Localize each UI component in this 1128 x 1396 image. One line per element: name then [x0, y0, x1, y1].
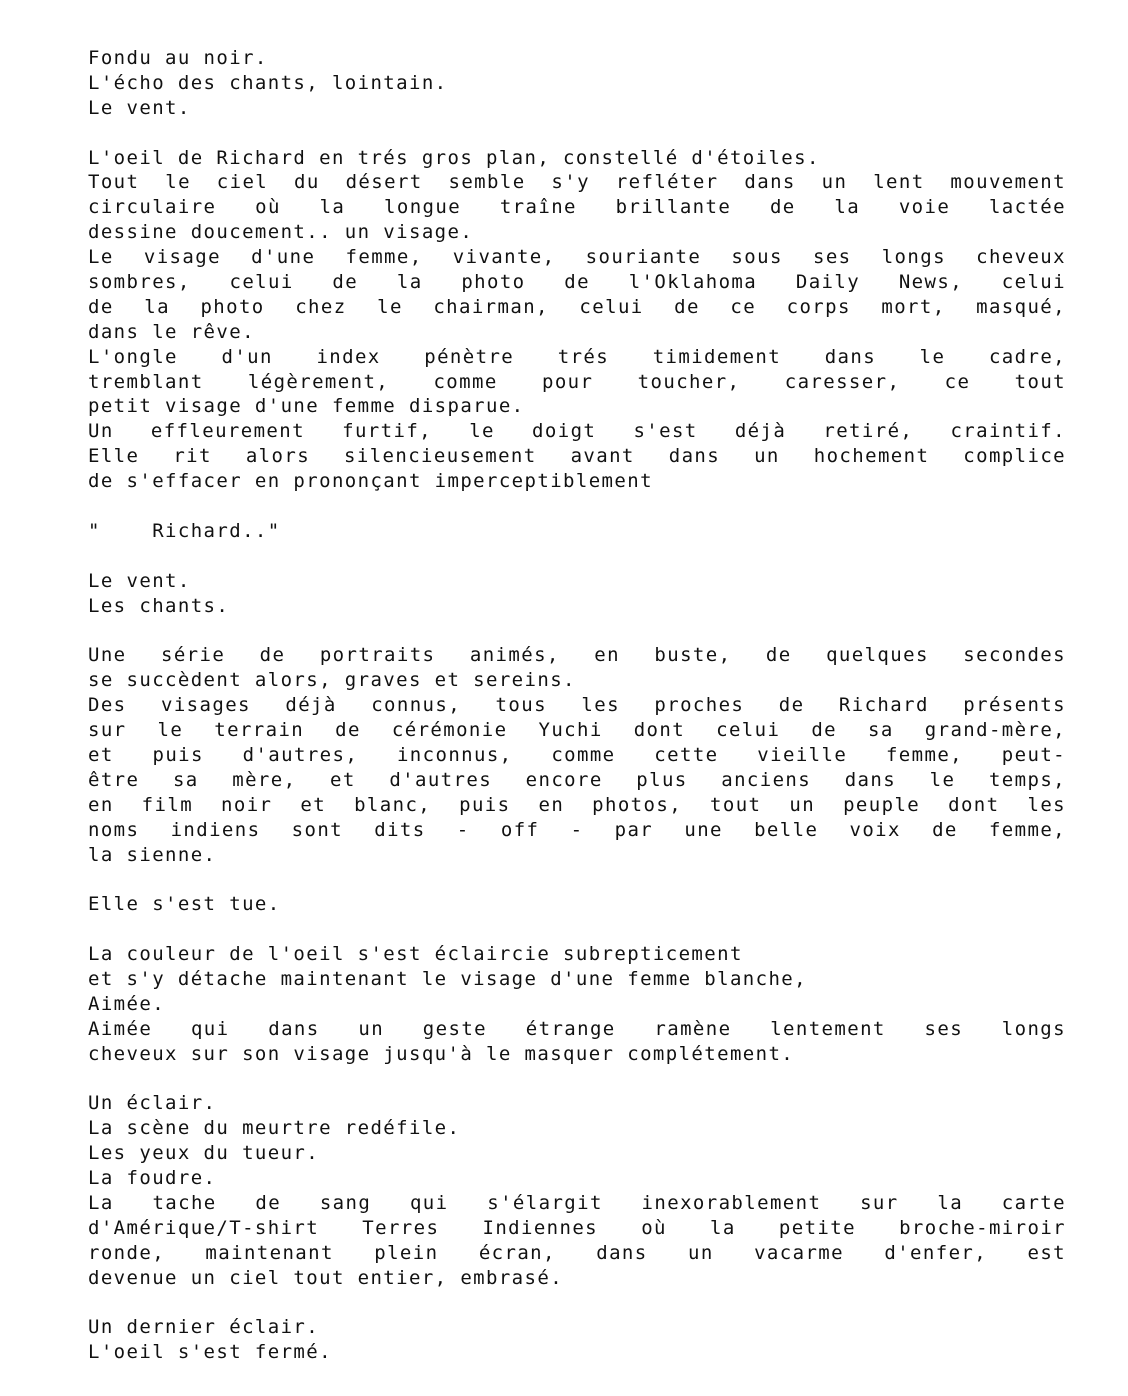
text-line: et s'y détache maintenant le visage d'une femme blanche,: [88, 967, 807, 990]
text-line: Une série de portraits animés, en buste, de quelques secondes: [88, 644, 1066, 667]
text-line: La tache de sang qui s'élargit inexorablement sur la carte: [88, 1191, 1066, 1214]
blank-line: [88, 494, 1066, 519]
text-line: circulaire où la longue traîne brillante de la voie lactée: [88, 196, 1066, 219]
text-line: Le vent.: [88, 569, 191, 592]
text-line: d'Amérique/T-shirt Terres Indiennes où la petite broche-miroir: [88, 1216, 1066, 1239]
text-line: sombres, celui de la photo de l'Oklahoma Daily News, celui: [88, 271, 1066, 294]
text-line: Le vent.: [88, 96, 191, 119]
blank-line: [88, 121, 1066, 146]
text-line: Fondu au noir.: [88, 47, 268, 69]
text-line: Les chants.: [88, 594, 230, 617]
text-line: Le visage d'une femme, vivante, souriante sous ses longs cheveux: [88, 246, 1066, 269]
text-line: tremblant légèrement, comme pour toucher, caresser, ce tout: [88, 370, 1066, 393]
text-line: Les yeux du tueur.: [88, 1142, 320, 1165]
text-line: dans le rêve.: [88, 320, 255, 343]
text-line: être sa mère, et d'autres encore plus anciens dans le temps,: [88, 768, 1066, 791]
text-line: L'ongle d'un index pénètre trés timidement dans le cadre,: [88, 345, 1066, 368]
blank-line: [88, 1067, 1066, 1092]
text-line: devenue un ciel tout entier, embrasé.: [88, 1266, 564, 1289]
text-line: Elle s'est tue.: [88, 893, 281, 916]
text-line: " Richard..": [88, 519, 281, 542]
text-line: petit visage d'une femme disparue.: [88, 395, 525, 418]
text-line: Des visages déjà connus, tous les proches de Richard présents: [88, 694, 1066, 717]
text-line: Un éclair.: [88, 1092, 217, 1115]
text-line: L'écho des chants, lointain.: [88, 71, 448, 94]
text-line: ronde, maintenant plein écran, dans un vacarme d'enfer, est: [88, 1241, 1066, 1264]
text-line: se succèdent alors, graves et sereins.: [88, 669, 576, 692]
text-line: Un effleurement furtif, le doigt s'est déjà retiré, craintif.: [88, 420, 1066, 443]
text-line: noms indiens sont dits - off - par une belle voix de femme,: [88, 818, 1066, 841]
text-line: en film noir et blanc, puis en photos, tout un peuple dont les: [88, 793, 1066, 816]
text-line: La foudre.: [88, 1167, 217, 1190]
text-line: L'oeil de Richard en trés gros plan, constellé d'étoiles.: [88, 146, 820, 169]
text-line: cheveux sur son visage jusqu'à le masquer complétement.: [88, 1042, 795, 1065]
text-line: Tout le ciel du désert semble s'y refléter dans un lent mouvement: [88, 171, 1066, 194]
text-line: Elle rit alors silencieusement avant dans un hochement complice: [88, 445, 1066, 468]
document-page: [88, 46, 1066, 1365]
blank-line: [88, 867, 1066, 892]
text-line: La couleur de l'oeil s'est éclaircie subrepticement: [88, 943, 743, 966]
blank-line: [88, 1291, 1066, 1316]
text-line: Aimée.: [88, 992, 166, 1015]
text-line: dessine doucement.. un visage.: [88, 221, 474, 244]
text-line: de s'effacer en prononçant imperceptiblement: [88, 470, 653, 493]
text-line: Aimée qui dans un geste étrange ramène lentement ses longs: [88, 1017, 1066, 1040]
blank-line: [88, 917, 1066, 942]
text-line: de la photo chez le chairman, celui de ce corps mort, masqué,: [88, 295, 1066, 318]
text-line: sur le terrain de cérémonie Yuchi dont celui de sa grand-mère,: [88, 719, 1066, 742]
text-line: L'oeil s'est fermé.: [88, 1341, 332, 1364]
blank-line: [88, 618, 1066, 643]
blank-line: [88, 544, 1066, 569]
text-line: la sienne.: [88, 843, 217, 866]
text-line: et puis d'autres, inconnus, comme cette vieille femme, peut-: [88, 743, 1066, 766]
text-line: Un dernier éclair.: [88, 1316, 320, 1339]
text-line: La scène du meurtre redéfile.: [88, 1117, 461, 1140]
